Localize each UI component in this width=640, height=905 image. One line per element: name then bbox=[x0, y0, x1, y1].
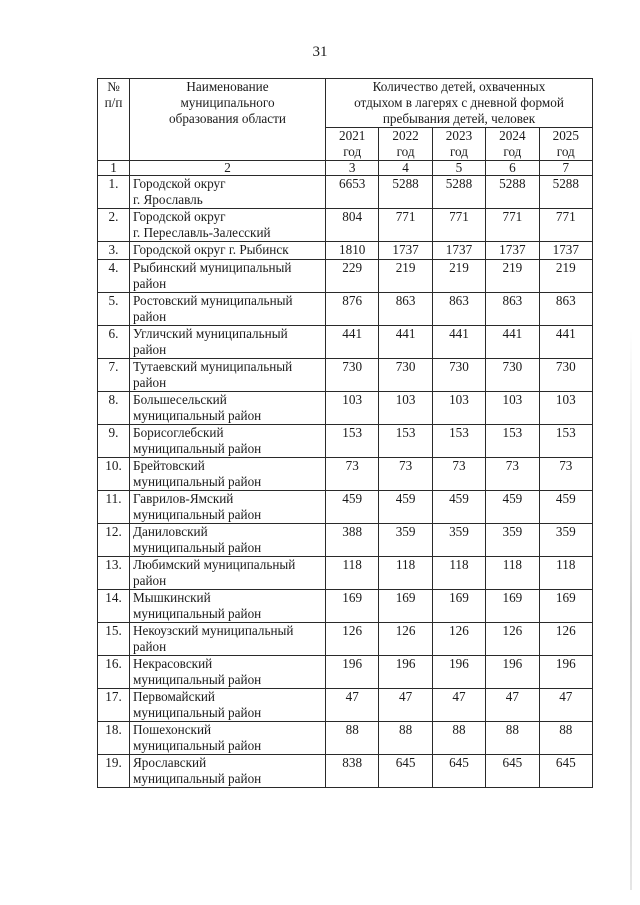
column-index-row bbox=[98, 161, 593, 176]
children-count-cell: 5288 bbox=[486, 176, 539, 209]
children-count-cell: 876 bbox=[326, 293, 379, 326]
table-row bbox=[98, 359, 593, 392]
children-count-cell: 863 bbox=[379, 293, 432, 326]
row-number: 18. bbox=[98, 722, 130, 755]
column-index-cell: 6 bbox=[486, 161, 539, 176]
children-count-cell: 88 bbox=[432, 722, 485, 755]
table-row bbox=[98, 392, 593, 425]
children-count-cell: 126 bbox=[539, 623, 592, 656]
column-index-cell: 7 bbox=[539, 161, 592, 176]
header-number: № п/п bbox=[98, 79, 130, 161]
children-count-cell: 169 bbox=[326, 590, 379, 623]
table-row bbox=[98, 458, 593, 491]
table-row bbox=[98, 260, 593, 293]
children-count-cell: 804 bbox=[326, 209, 379, 242]
children-count-cell: 388 bbox=[326, 524, 379, 557]
children-count-cell: 196 bbox=[539, 656, 592, 689]
column-index-cell: 4 bbox=[379, 161, 432, 176]
header-year: 2023 год bbox=[432, 128, 485, 161]
children-count-cell: 441 bbox=[379, 326, 432, 359]
children-count-cell: 88 bbox=[326, 722, 379, 755]
children-count-cell: 441 bbox=[539, 326, 592, 359]
row-number: 7. bbox=[98, 359, 130, 392]
table-row bbox=[98, 209, 593, 242]
children-count-cell: 441 bbox=[326, 326, 379, 359]
municipality-name: Ростовский муниципальный район bbox=[130, 293, 326, 326]
children-count-cell: 441 bbox=[486, 326, 539, 359]
row-number: 4. bbox=[98, 260, 130, 293]
children-count-cell: 73 bbox=[326, 458, 379, 491]
children-count-cell: 1737 bbox=[486, 242, 539, 260]
municipality-name: Некоузский муниципальный район bbox=[130, 623, 326, 656]
children-count-cell: 863 bbox=[539, 293, 592, 326]
table-row bbox=[98, 524, 593, 557]
children-count-cell: 126 bbox=[326, 623, 379, 656]
children-count-cell: 1810 bbox=[326, 242, 379, 260]
table-row bbox=[98, 689, 593, 722]
row-number: 10. bbox=[98, 458, 130, 491]
children-count-cell: 459 bbox=[432, 491, 485, 524]
children-count-cell: 118 bbox=[379, 557, 432, 590]
municipality-name: Угличский муниципальный район bbox=[130, 326, 326, 359]
children-count-cell: 771 bbox=[379, 209, 432, 242]
municipality-name: Некрасовский муниципальный район bbox=[130, 656, 326, 689]
children-count-cell: 219 bbox=[539, 260, 592, 293]
table-row bbox=[98, 491, 593, 524]
table-row bbox=[98, 326, 593, 359]
row-number: 19. bbox=[98, 755, 130, 788]
children-count-cell: 196 bbox=[432, 656, 485, 689]
table-row bbox=[98, 656, 593, 689]
children-count-cell: 645 bbox=[539, 755, 592, 788]
column-index-cell: 1 bbox=[98, 161, 130, 176]
children-count-cell: 459 bbox=[539, 491, 592, 524]
children-count-cell: 229 bbox=[326, 260, 379, 293]
children-count-cell: 359 bbox=[486, 524, 539, 557]
children-count-cell: 359 bbox=[539, 524, 592, 557]
column-index-cell: 5 bbox=[432, 161, 485, 176]
header-row bbox=[98, 79, 593, 128]
table-row bbox=[98, 755, 593, 788]
children-count-cell: 153 bbox=[432, 425, 485, 458]
children-count-cell: 153 bbox=[486, 425, 539, 458]
children-count-cell: 1737 bbox=[539, 242, 592, 260]
children-count-cell: 196 bbox=[486, 656, 539, 689]
children-count-cell: 359 bbox=[379, 524, 432, 557]
row-number: 9. bbox=[98, 425, 130, 458]
children-count-cell: 5288 bbox=[379, 176, 432, 209]
children-count-cell: 1737 bbox=[432, 242, 485, 260]
municipality-name: Рыбинский муниципальный район bbox=[130, 260, 326, 293]
children-count-cell: 196 bbox=[326, 656, 379, 689]
children-count-cell: 771 bbox=[539, 209, 592, 242]
children-count-cell: 5288 bbox=[432, 176, 485, 209]
municipality-name: Борисоглебский муниципальный район bbox=[130, 425, 326, 458]
page-number: 31 bbox=[312, 44, 328, 60]
children-count-cell: 103 bbox=[486, 392, 539, 425]
children-count-cell: 441 bbox=[432, 326, 485, 359]
children-count-cell: 459 bbox=[326, 491, 379, 524]
children-count-cell: 103 bbox=[379, 392, 432, 425]
children-count-cell: 169 bbox=[432, 590, 485, 623]
children-count-cell: 219 bbox=[432, 260, 485, 293]
municipality-name: Пошехонский муниципальный район bbox=[130, 722, 326, 755]
children-count-cell: 459 bbox=[486, 491, 539, 524]
children-count-cell: 118 bbox=[326, 557, 379, 590]
children-count-cell: 196 bbox=[379, 656, 432, 689]
children-count-cell: 47 bbox=[379, 689, 432, 722]
children-count-cell: 118 bbox=[432, 557, 485, 590]
row-number: 6. bbox=[98, 326, 130, 359]
children-count-cell: 771 bbox=[432, 209, 485, 242]
row-number: 12. bbox=[98, 524, 130, 557]
children-count-cell: 459 bbox=[379, 491, 432, 524]
header-year: 2021 год bbox=[326, 128, 379, 161]
municipality-name: Городской округ г. Переславль-Залесский bbox=[130, 209, 326, 242]
children-count-cell: 73 bbox=[432, 458, 485, 491]
table-row bbox=[98, 557, 593, 590]
table-row bbox=[98, 722, 593, 755]
table-row bbox=[98, 176, 593, 209]
children-count-cell: 863 bbox=[432, 293, 485, 326]
table-row bbox=[98, 623, 593, 656]
children-count-cell: 88 bbox=[539, 722, 592, 755]
children-count-cell: 838 bbox=[326, 755, 379, 788]
children-count-cell: 88 bbox=[486, 722, 539, 755]
children-count-cell: 730 bbox=[539, 359, 592, 392]
table-row bbox=[98, 425, 593, 458]
children-count-cell: 219 bbox=[486, 260, 539, 293]
children-count-cell: 771 bbox=[486, 209, 539, 242]
row-number: 15. bbox=[98, 623, 130, 656]
table-row bbox=[98, 293, 593, 326]
children-count-cell: 103 bbox=[432, 392, 485, 425]
row-number: 14. bbox=[98, 590, 130, 623]
header-municipality: Наименование муниципального образования области bbox=[130, 79, 326, 161]
children-camps-table bbox=[97, 78, 593, 788]
children-count-cell: 118 bbox=[539, 557, 592, 590]
children-count-cell: 730 bbox=[486, 359, 539, 392]
municipality-name: Даниловский муниципальный район bbox=[130, 524, 326, 557]
municipality-name: Тутаевский муниципальный район bbox=[130, 359, 326, 392]
children-count-cell: 730 bbox=[326, 359, 379, 392]
children-count-cell: 73 bbox=[486, 458, 539, 491]
municipality-name: Ярославский муниципальный район bbox=[130, 755, 326, 788]
header-year: 2025 год bbox=[539, 128, 592, 161]
children-count-cell: 118 bbox=[486, 557, 539, 590]
children-count-cell: 88 bbox=[379, 722, 432, 755]
children-count-cell: 47 bbox=[486, 689, 539, 722]
row-number: 5. bbox=[98, 293, 130, 326]
children-count-cell: 126 bbox=[486, 623, 539, 656]
municipality-name: Гаврилов-Ямский муниципальный район bbox=[130, 491, 326, 524]
children-count-cell: 169 bbox=[379, 590, 432, 623]
children-count-cell: 73 bbox=[539, 458, 592, 491]
municipality-name: Любимский муниципальный район bbox=[130, 557, 326, 590]
children-count-cell: 359 bbox=[432, 524, 485, 557]
municipality-name: Городской округ г. Ярославль bbox=[130, 176, 326, 209]
header-year: 2024 год bbox=[486, 128, 539, 161]
children-count-cell: 219 bbox=[379, 260, 432, 293]
row-number: 1. bbox=[98, 176, 130, 209]
scan-edge-artifact bbox=[630, 330, 632, 890]
children-count-cell: 103 bbox=[539, 392, 592, 425]
column-index-cell: 2 bbox=[130, 161, 326, 176]
municipality-name: Городской округ г. Рыбинск bbox=[130, 242, 326, 260]
children-count-cell: 645 bbox=[486, 755, 539, 788]
children-count-cell: 153 bbox=[326, 425, 379, 458]
row-number: 13. bbox=[98, 557, 130, 590]
municipality-name: Брейтовский муниципальный район bbox=[130, 458, 326, 491]
children-count-cell: 73 bbox=[379, 458, 432, 491]
row-number: 3. bbox=[98, 242, 130, 260]
children-count-cell: 6653 bbox=[326, 176, 379, 209]
children-count-cell: 47 bbox=[326, 689, 379, 722]
municipality-name: Большесельский муниципальный район bbox=[130, 392, 326, 425]
children-count-cell: 169 bbox=[539, 590, 592, 623]
row-number: 2. bbox=[98, 209, 130, 242]
children-count-cell: 103 bbox=[326, 392, 379, 425]
row-number: 8. bbox=[98, 392, 130, 425]
row-number: 16. bbox=[98, 656, 130, 689]
children-count-cell: 730 bbox=[379, 359, 432, 392]
children-count-cell: 153 bbox=[379, 425, 432, 458]
children-count-cell: 5288 bbox=[539, 176, 592, 209]
municipality-name: Мышкинский муниципальный район bbox=[130, 590, 326, 623]
children-count-cell: 1737 bbox=[379, 242, 432, 260]
header-year: 2022 год bbox=[379, 128, 432, 161]
row-number: 11. bbox=[98, 491, 130, 524]
children-count-cell: 863 bbox=[486, 293, 539, 326]
children-count-cell: 47 bbox=[539, 689, 592, 722]
table-row bbox=[98, 242, 593, 260]
children-count-cell: 153 bbox=[539, 425, 592, 458]
children-count-cell: 126 bbox=[432, 623, 485, 656]
header-children-count: Количество детей, охваченных отдыхом в лагерях с дневной формой пребывания детей, человек bbox=[326, 79, 593, 128]
children-count-cell: 169 bbox=[486, 590, 539, 623]
children-count-cell: 126 bbox=[379, 623, 432, 656]
children-count-cell: 645 bbox=[379, 755, 432, 788]
municipality-name: Первомайский муниципальный район bbox=[130, 689, 326, 722]
table-row bbox=[98, 590, 593, 623]
children-count-cell: 730 bbox=[432, 359, 485, 392]
row-number: 17. bbox=[98, 689, 130, 722]
column-index-cell: 3 bbox=[326, 161, 379, 176]
children-count-cell: 47 bbox=[432, 689, 485, 722]
children-count-cell: 645 bbox=[432, 755, 485, 788]
